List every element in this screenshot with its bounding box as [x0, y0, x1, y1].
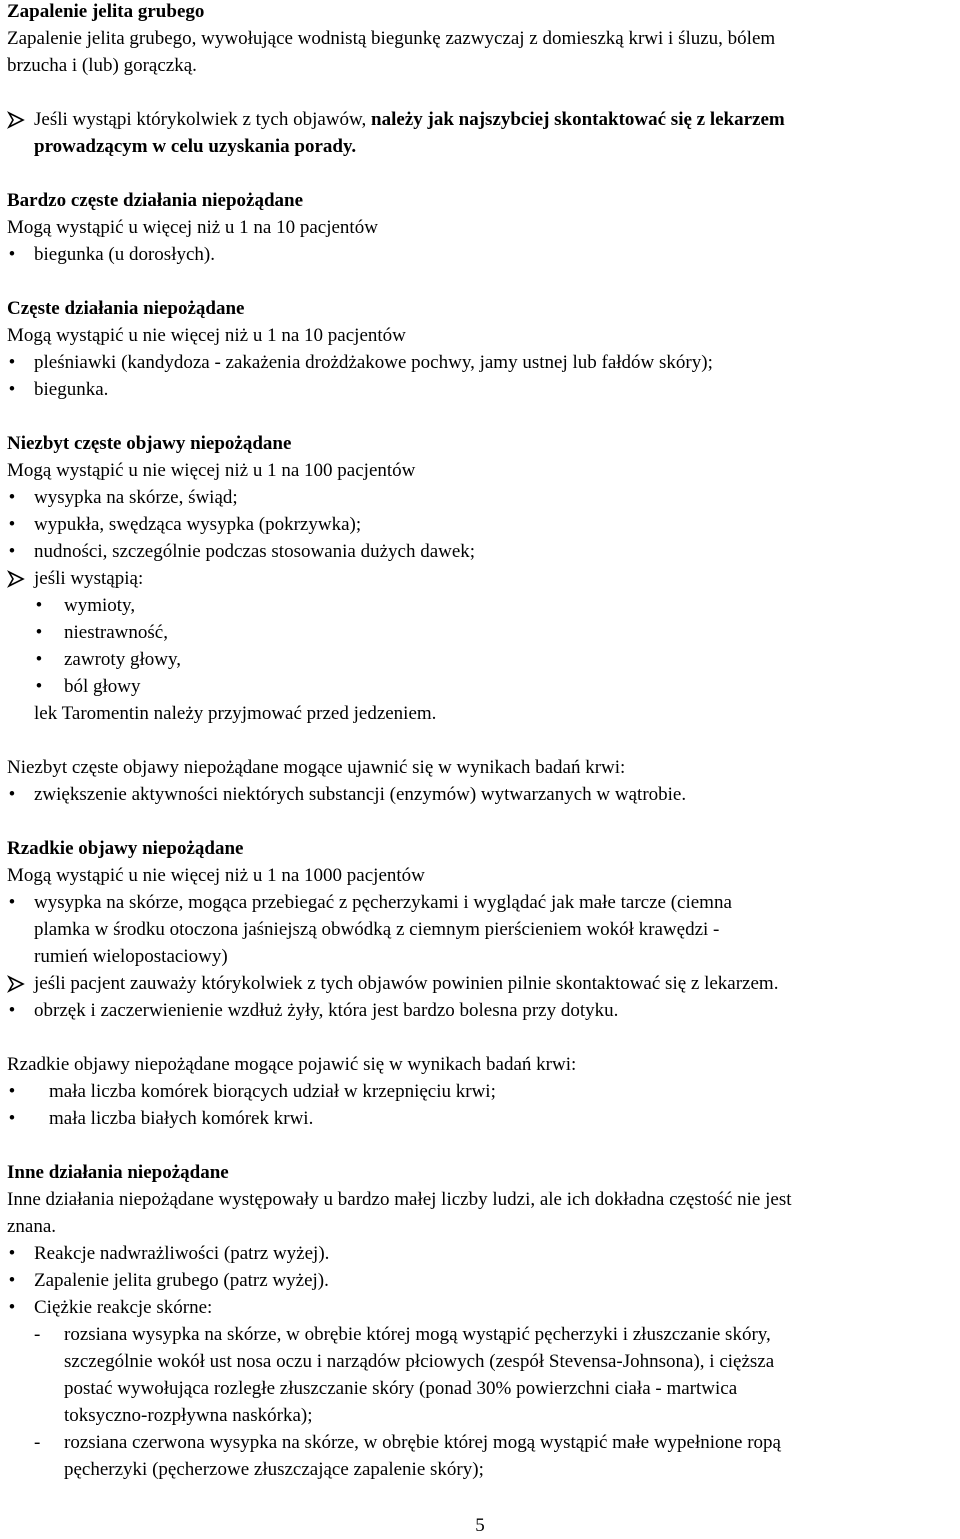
- arrow-list-item: jeśli pacjent zauważy którykolwiek z tych objawów powinien pilnie skontaktować się z lekarzem.: [7, 970, 957, 997]
- bullet-icon: •: [8, 541, 16, 562]
- section-heading-rare-blood: Rzadkie objawy niepożądane mogące pojawić się w wynikach badań krwi:: [7, 1054, 577, 1075]
- paragraph: Zapalenie jelita grubego, wywołujące wodnistą biegunkę zazwyczaj z domieszką krwi i śluzu, bólem: [7, 28, 776, 49]
- list-item: • mała liczba komórek biorących udział w krzepnięciu krwi;: [7, 1078, 957, 1105]
- bullet-icon: •: [8, 1108, 16, 1129]
- section-heading-rare: Rzadkie objawy niepożądane: [7, 838, 244, 859]
- bullet-icon: •: [8, 1081, 16, 1102]
- alert-text: Jeśli wystąpi którykolwiek z tych objawów,: [34, 109, 372, 130]
- list-item: • Ciężkie reakcje skórne:: [7, 1294, 957, 1321]
- arrow-list-item: jeśli wystąpią:: [7, 565, 957, 592]
- list-item: • pleśniawki (kandydoza - zakażenia drożdżakowe pochwy, jamy ustnej lub fałdów skóry);: [7, 349, 957, 376]
- list-item: • mała liczba białych komórek krwi.: [7, 1105, 957, 1132]
- document-page: [7, 0, 957, 1483]
- alert-text-bold: należy jak najszybciej skontaktować się z lekarzem: [371, 109, 785, 130]
- frequency-text: Mogą wystąpić u nie więcej niż u 1 na 100 pacjentów: [7, 460, 416, 481]
- arrow-bullet-icon: [7, 111, 25, 129]
- sub-list-item: • zawroty głowy,: [7, 646, 957, 673]
- list-item-continuation: plamka w środku otoczona jaśniejszą obwódką z ciemnym pierścieniem wokół krawędzi -: [34, 919, 720, 940]
- list-item: • nudności, szczególnie podczas stosowania dużych dawek;: [7, 538, 957, 565]
- section-heading-other: Inne działania niepożądane: [7, 1162, 229, 1183]
- bullet-icon: •: [8, 514, 16, 535]
- section-heading-uncommon-blood: Niezbyt częste objawy niepożądane mogące ujawnić się w wynikach badań krwi:: [7, 757, 626, 778]
- bullet-icon: •: [8, 892, 16, 913]
- bullet-icon: •: [35, 676, 43, 697]
- list-item: • wysypka na skórze, mogąca przebiegać z pęcherzykami i wyglądać jak małe tarcze (ciemna: [7, 889, 957, 916]
- bullet-icon: •: [8, 379, 16, 400]
- dash-list-item-continuation: szczególnie wokół ust nosa oczu i narządów płciowych (zespół Stevensa-Johnsona), i cięższa: [64, 1351, 775, 1372]
- list-item: • biegunka (u dorosłych).: [7, 241, 957, 268]
- dash-marker: -: [34, 1324, 41, 1345]
- bullet-icon: •: [8, 1297, 16, 1318]
- bullet-icon: •: [35, 622, 43, 643]
- section-heading-uncommon: Niezbyt częste objawy niepożądane: [7, 433, 292, 454]
- paragraph: znana.: [7, 1216, 57, 1237]
- section-heading-colitis: Zapalenie jelita grubego: [7, 1, 205, 22]
- arrow-bullet-icon: [7, 975, 25, 993]
- list-item: • Zapalenie jelita grubego (patrz wyżej).: [7, 1267, 957, 1294]
- dash-list-item-continuation: postać wywołująca rozległe złuszczanie skóry (ponad 30% powierzchni ciała - martwica: [64, 1378, 738, 1399]
- bullet-icon: •: [35, 595, 43, 616]
- frequency-text: Mogą wystąpić u nie więcej niż u 1 na 10 pacjentów: [7, 325, 406, 346]
- list-item: • Reakcje nadwrażliwości (patrz wyżej).: [7, 1240, 957, 1267]
- paragraph: Inne działania niepożądane występowały u bardzo małej liczby ludzi, ale ich dokładna częstość nie jest: [7, 1189, 792, 1210]
- dash-list-item-continuation: toksyczno-rozpływna naskórka);: [64, 1405, 313, 1426]
- bullet-icon: •: [8, 1000, 16, 1021]
- note-text: lek Taromentin należy przyjmować przed jedzeniem.: [34, 703, 437, 724]
- dash-list-item-continuation: pęcherzyki (pęcherzowe złuszczające zapalenie skóry);: [64, 1459, 484, 1480]
- dash-marker: -: [34, 1432, 41, 1453]
- bullet-icon: •: [8, 244, 16, 265]
- bullet-icon: •: [8, 784, 16, 805]
- page-number: 5: [475, 1515, 485, 1536]
- list-item: • wysypka na skórze, świąd;: [7, 484, 957, 511]
- dash-list-item: - rozsiana wysypka na skórze, w obrębie której mogą wystąpić pęcherzyki i złuszczanie skóry,: [7, 1321, 957, 1348]
- list-item: • obrzęk i zaczerwienienie wzdłuż żyły, która jest bardzo bolesna przy dotyku.: [7, 997, 957, 1024]
- paragraph: brzucha i (lub) gorączką.: [7, 55, 197, 76]
- frequency-text: Mogą wystąpić u więcej niż u 1 na 10 pacjentów: [7, 217, 378, 238]
- sub-list-item: • niestrawność,: [7, 619, 957, 646]
- arrow-list-item: [7, 106, 957, 133]
- list-item-continuation: rumień wielopostaciowy): [34, 946, 228, 967]
- sub-list-item: • wymioty,: [7, 592, 957, 619]
- frequency-text: Mogą wystąpić u nie więcej niż u 1 na 1000 pacjentów: [7, 865, 425, 886]
- list-item: • zwiększenie aktywności niektórych substancji (enzymów) wytwarzanych w wątrobie.: [7, 781, 957, 808]
- bullet-icon: •: [8, 1270, 16, 1291]
- section-heading-very-common: Bardzo częste działania niepożądane: [7, 190, 304, 211]
- sub-list-item: • ból głowy: [7, 673, 957, 700]
- bullet-icon: •: [8, 352, 16, 373]
- bullet-icon: •: [8, 1243, 16, 1264]
- alert-text-bold: prowadzącym w celu uzyskania porady.: [34, 136, 357, 157]
- arrow-bullet-icon: [7, 570, 25, 588]
- dash-list-item: - rozsiana czerwona wysypka na skórze, w obrębie której mogą wystąpić małe wypełnione ropą: [7, 1429, 957, 1456]
- list-item: • wypukła, swędząca wysypka (pokrzywka);: [7, 511, 957, 538]
- bullet-icon: •: [8, 487, 16, 508]
- list-item: • biegunka.: [7, 376, 957, 403]
- section-heading-common: Częste działania niepożądane: [7, 298, 245, 319]
- bullet-icon: •: [35, 649, 43, 670]
